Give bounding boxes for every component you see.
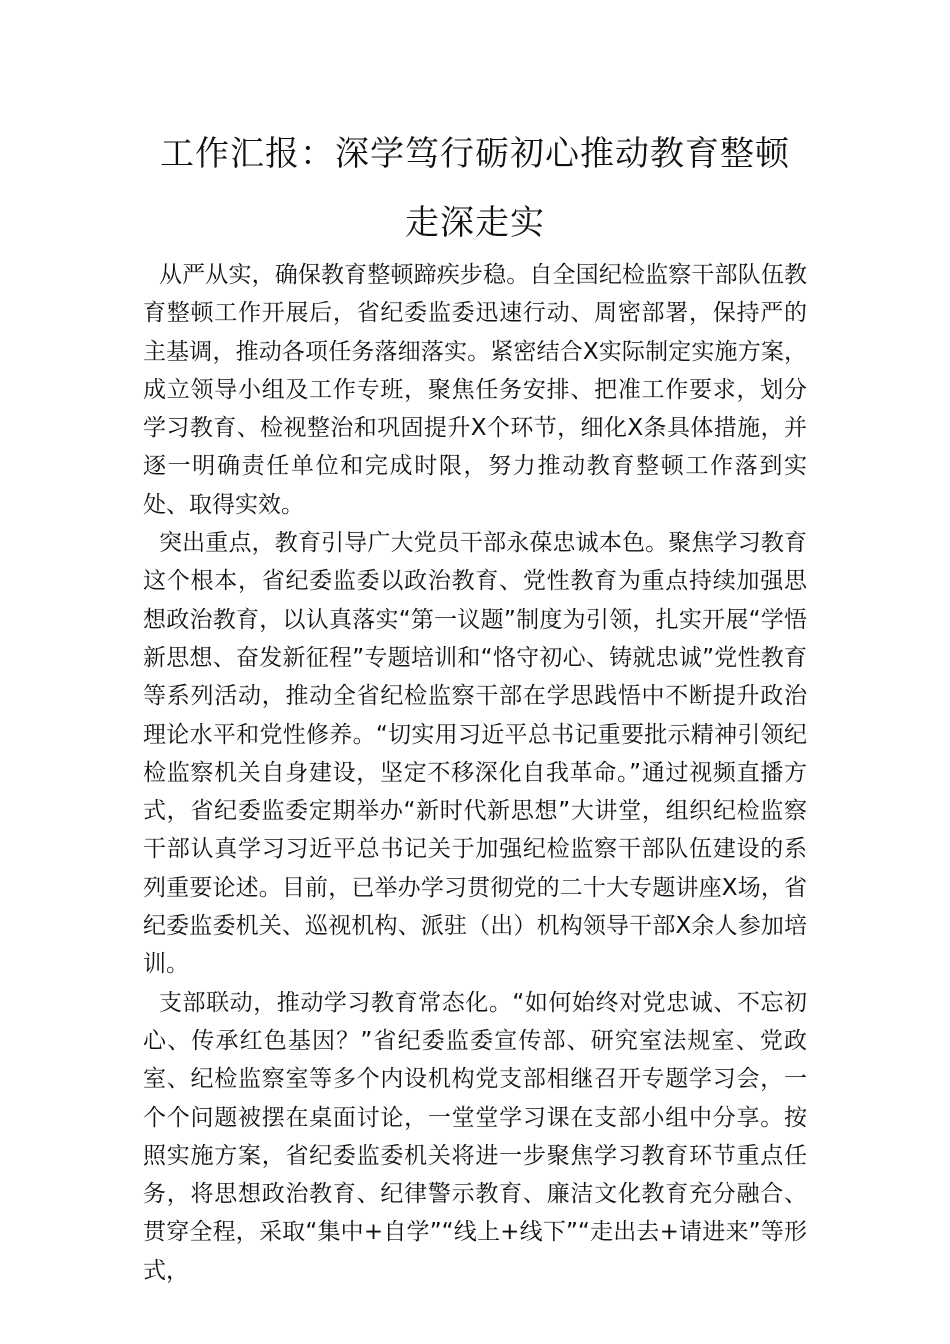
document-title-line-2: 走深走实 [405, 203, 545, 243]
paragraph-1: 从严从实，确保教育整顿蹄疾步稳。自全国纪检监察干部队伍教育整顿工作开展后，省纪委监委迅速行动、周密部署，保持严的主基调，推动各项任务落细落实。紧密结合X实际制定实施方案，成立领导小组及工作专班，聚焦任务安排、把准工作要求，划分学习教育、检视整治和巩固提升X个环节，细化X条具体措施，并逐一明确责任单位和完成时限，努力推动教育整顿工作落到实处、取得实效。 [143, 262, 807, 518]
paragraph-2: 突出重点，教育引导广大党员干部永葆忠诚本色。聚焦学习教育这个根本，省纪委监委以政治教育、党性教育为重点持续加强思想政治教育，以认真落实“第一议题”制度为引领，扎实开展“学悟新思想、奋发新征程”专题培训和“恪守初心、铸就忠诚”党性教育等系列活动，推动全省纪检监察干部在学思践悟中不断提升政治理论水平和党性修养。“切实用习近平总书记重要批示精神引领纪检监察机关自身建设，坚定不移深化自我革命。”通过视频直播方式，省纪委监委定期举办“新时代新思想”大讲堂，组织纪检监察干部认真学习习近平总书记关于加强纪检监察干部队伍建设的系列重要论述。目前，已举办学习贯彻党的二十大专题讲座X场，省纪委监委机关、巡视机构、派驻（出）机构领导干部X余人参加培训。 [143, 530, 807, 978]
paragraph-3: 支部联动，推动学习教育常态化。“如何始终对党忠诚、不忘初心、传承红色基因？”省纪委监委宣传部、研究室法规室、党政室、纪检监察室等多个内设机构党支部相继召开专题学习会，一个个问题被摆在桌面讨论，一堂堂学习课在支部小组中分享。按照实施方案，省纪委监委机关将进一步聚焦学习教育环节重点任务，将思想政治教育、纪律警示教育、廉洁文化教育充分融合、贯穿全程，采取“集中+自学”“线上+线下”“走出去+请进来”等形式， [143, 989, 807, 1284]
document-title-line-1: 工作汇报：深学笃行砺初心推动教育整顿 [160, 134, 790, 174]
document-body [143, 256, 807, 1290]
